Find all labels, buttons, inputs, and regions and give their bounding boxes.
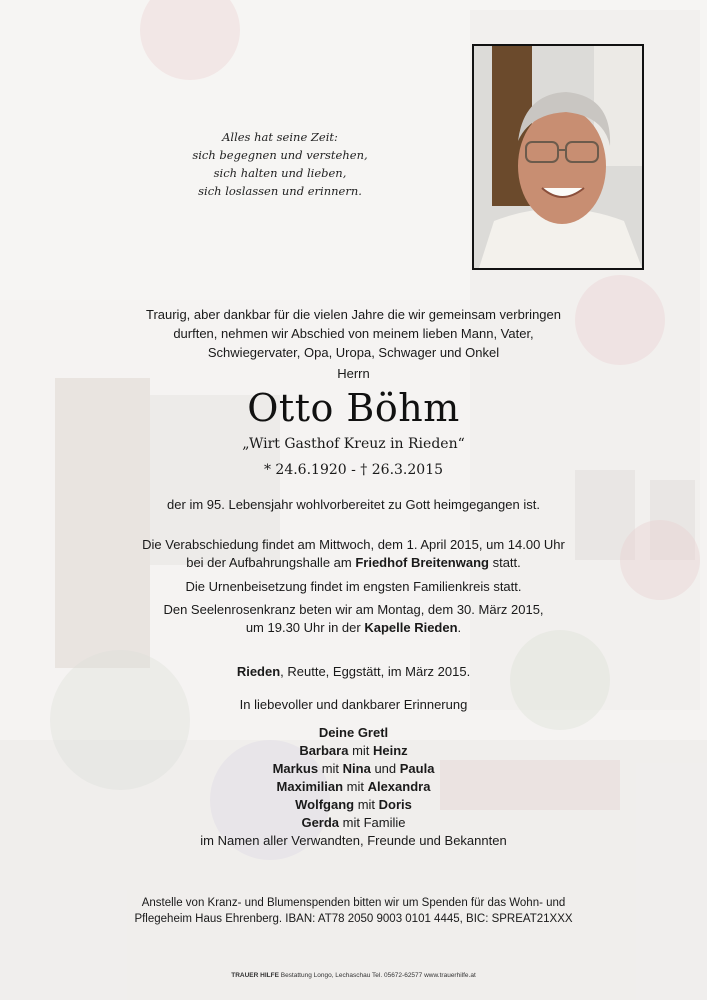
mourner-line bbox=[0, 778, 707, 796]
portrait-image bbox=[474, 46, 642, 268]
memory-text: In liebevoller und dankbarer Erinnerung bbox=[239, 697, 468, 712]
mourner-line bbox=[0, 742, 707, 760]
mourner-line bbox=[0, 760, 707, 778]
life-dates: * 24.6.1920 - † 26.3.2015 bbox=[263, 462, 444, 478]
connector: und bbox=[370, 761, 400, 776]
urn-notice: Die Urnenbeisetzung findet im engsten Familienkreis statt. bbox=[185, 579, 522, 594]
rosary-location: Kapelle Rieden bbox=[364, 620, 458, 635]
connector: Familie bbox=[363, 815, 406, 830]
poem-line: Alles hat seine Zeit: bbox=[222, 130, 338, 144]
funeral-line bbox=[0, 554, 707, 572]
age-text: der im 95. Lebensjahr wohlvorbereitet zu Gott heimgegangen ist. bbox=[167, 497, 540, 512]
footer-brand: TRAUER HILFE bbox=[231, 972, 279, 979]
all-relatives-line: im Namen aller Verwandten, Freunde und Bekannten bbox=[200, 833, 507, 848]
mourner-line bbox=[0, 724, 707, 742]
mourner-name: Barbara bbox=[299, 743, 349, 758]
funeral-text: bei der Aufbahrungshalle am bbox=[186, 555, 356, 570]
donation-line: Pflegeheim Haus Ehrenberg. IBAN: AT78 2050 9003 0101 4445, BIC: SPREAT21XXX bbox=[134, 913, 573, 925]
portrait-photo bbox=[472, 44, 644, 270]
poem-line: sich begegnen und verstehen, bbox=[192, 148, 368, 162]
poem-line: sich loslassen und erinnern. bbox=[198, 184, 362, 198]
funeral-notice bbox=[0, 536, 707, 572]
connector: mit bbox=[348, 743, 374, 758]
funeral-location: Friedhof Breitenwang bbox=[355, 555, 489, 570]
mourner-name: Maximilian bbox=[276, 779, 344, 794]
mourner-line bbox=[0, 814, 707, 832]
mourners-list bbox=[0, 724, 707, 850]
intro-line: durften, nehmen wir Abschied von meinem lieben Mann, Vater, bbox=[173, 326, 534, 341]
rosary-line bbox=[0, 619, 707, 637]
mourner-name: Nina bbox=[342, 761, 371, 776]
connector: mit bbox=[354, 797, 379, 812]
mourner-name: Deine Gretl bbox=[318, 725, 389, 740]
mourner-name: Doris bbox=[378, 797, 412, 812]
intro-text bbox=[0, 305, 707, 362]
mourner-name: Markus bbox=[272, 761, 319, 776]
rosary-text: um 19.30 Uhr in der bbox=[245, 620, 365, 635]
rosary-line: Den Seelenrosenkranz beten wir am Montag, dem 30. März 2015, bbox=[163, 602, 544, 617]
mourner-name: Alexandra bbox=[367, 779, 431, 794]
place-date bbox=[0, 664, 707, 679]
deceased-subtitle: „Wirt Gasthof Kreuz in Rieden“ bbox=[242, 436, 465, 452]
intro-line: Traurig, aber dankbar für die vielen Jahre die wir gemeinsam verbringen bbox=[145, 307, 561, 322]
connector: mit bbox=[318, 761, 343, 776]
place-bold: Rieden bbox=[236, 664, 281, 679]
salutation: Herrn bbox=[337, 366, 370, 381]
funeral-text: statt. bbox=[488, 555, 521, 570]
intro-line: Schwiegervater, Opa, Uropa, Schwager und Onkel bbox=[207, 345, 500, 360]
poem bbox=[150, 128, 410, 200]
mourner-name: Paula bbox=[399, 761, 435, 776]
rosary-notice bbox=[0, 601, 707, 637]
rosary-text: . bbox=[457, 620, 462, 635]
footer-credit bbox=[0, 972, 707, 979]
mourner-name: Wolfgang bbox=[295, 797, 355, 812]
connector: mit bbox=[343, 779, 368, 794]
footer-text: Bestattung Longo, Lechaschau Tel. 05672-62577 www.trauerhilfe.at bbox=[278, 972, 476, 979]
connector: mit bbox=[339, 815, 364, 830]
place-rest: , Reutte, Eggstätt, im März 2015. bbox=[280, 664, 471, 679]
funeral-line: Die Verabschiedung findet am Mittwoch, dem 1. April 2015, um 14.00 Uhr bbox=[142, 537, 565, 552]
donation-notice bbox=[0, 895, 707, 927]
mourner-line bbox=[0, 796, 707, 814]
deceased-name: Otto Böhm bbox=[247, 386, 460, 430]
mourner-name: Gerda bbox=[301, 815, 340, 830]
donation-line: Anstelle von Kranz- und Blumenspenden bitten wir um Spenden für das Wohn- und bbox=[141, 897, 566, 909]
mourner-name: Heinz bbox=[373, 743, 408, 758]
poem-line: sich halten und lieben, bbox=[213, 166, 347, 180]
